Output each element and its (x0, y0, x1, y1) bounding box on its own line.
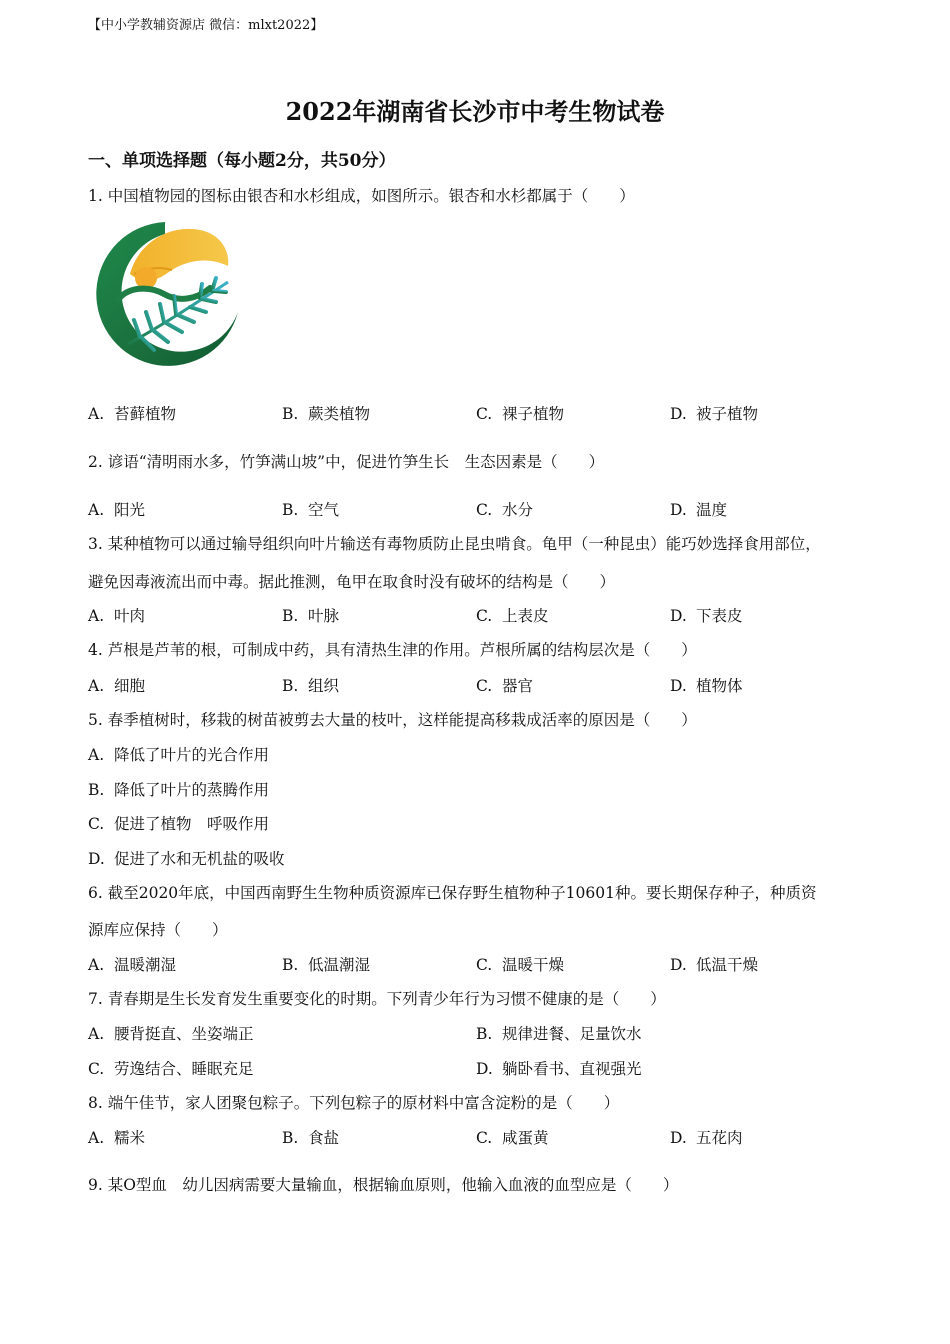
q4-option-b: B. 组织 (282, 677, 340, 695)
q5-option-d: D. 促进了水和无机盐的吸收 (88, 850, 285, 868)
q2-option-a: A. 阳光 (88, 501, 146, 519)
question-6-line-2: 源库应保持（ ） (88, 921, 228, 939)
q2-option-b: B. 空气 (282, 501, 340, 519)
question-2: 2. 谚语“清明雨水多，竹笋满山坡”中，促进竹笋生长 生态因素是（ ） (88, 453, 605, 471)
q5-option-b: B. 降低了叶片的蒸腾作用 (88, 781, 270, 799)
q2-option-d: D. 温度 (670, 501, 728, 519)
question-3-line-2: 避免因毒液流出而中毒。据此推测，龟甲在取食时没有破坏的结构是（ ） (88, 573, 616, 591)
question-1: 1. 中国植物园的图标由银杏和水杉组成，如图所示。银杏和水杉都属于（ ） (88, 187, 635, 205)
botanical-garden-logo (88, 216, 242, 374)
question-5: 5. 春季植树时，移栽的树苗被剪去大量的枝叶，这样能提高移栽成活率的原因是（ ） (88, 711, 697, 729)
q1-option-a: A. 苔藓植物 (88, 405, 177, 423)
q1-option-b: B. 蕨类植物 (282, 405, 371, 423)
q6-option-c: C. 温暖干燥 (476, 956, 565, 974)
q1-option-d: D. 被子植物 (670, 405, 759, 423)
q6-option-d: D. 低温干燥 (670, 956, 759, 974)
q3-option-c: C. 上表皮 (476, 607, 549, 625)
q8-option-d: D. 五花肉 (670, 1129, 743, 1147)
q2-option-c: C. 水分 (476, 501, 534, 519)
header-note: 【中小学教辅资源店 微信：mlxt2022】 (88, 18, 324, 33)
q3-option-d: D. 下表皮 (670, 607, 743, 625)
q3-option-b: B. 叶脉 (282, 607, 340, 625)
question-3: 3. 某种植物可以通过输导组织向叶片输送有毒物质防止昆虫啃食。龟甲（一种昆虫）能巧妙选择食用部位， (88, 535, 821, 553)
q7-option-a: A. 腰背挺直、坐姿端正 (88, 1025, 254, 1043)
question-4: 4. 芦根是芦苇的根，可制成中药，具有清热生津的作用。芦根所属的结构层次是（ ） (88, 641, 697, 659)
q3-option-a: A. 叶肉 (88, 607, 146, 625)
q6-option-a: A. 温暖潮湿 (88, 956, 177, 974)
q7-option-d: D. 躺卧看书、直视强光 (476, 1060, 642, 1078)
page-title: 2022年湖南省长沙市中考生物试卷 (285, 97, 665, 126)
q1-option-c: C. 裸子植物 (476, 405, 565, 423)
q8-option-a: A. 糯米 (88, 1129, 146, 1147)
question-8: 8. 端午佳节，家人团聚包粽子。下列包粽子的原材料中富含淀粉的是（ ） (88, 1094, 620, 1112)
q7-option-c: C. 劳逸结合、睡眠充足 (88, 1060, 254, 1078)
question-9: 9. 某O型血 幼儿因病需要大量输血，根据输血原则，他输入血液的血型应是（ ） (88, 1176, 679, 1194)
section-heading: 一、单项选择题（每小题2分，共50分） (88, 151, 396, 171)
q5-option-c: C. 促进了植物 呼吸作用 (88, 815, 270, 833)
question-6: 6. 截至2020年底，中国西南野生生物种质资源库已保存野生植物种子10601种。要长期保存种子，种质资 (88, 884, 817, 902)
q7-option-b: B. 规律进餐、足量饮水 (476, 1025, 642, 1043)
q6-option-b: B. 低温潮湿 (282, 956, 371, 974)
q4-option-c: C. 器官 (476, 677, 534, 695)
q4-option-a: A. 细胞 (88, 677, 146, 695)
q8-option-c: C. 咸蛋黄 (476, 1129, 549, 1147)
question-7: 7. 青春期是生长发育发生重要变化的时期。下列青少年行为习惯不健康的是（ ） (88, 990, 666, 1008)
q8-option-b: B. 食盐 (282, 1129, 340, 1147)
q5-option-a: A. 降低了叶片的光合作用 (88, 746, 270, 764)
q4-option-d: D. 植物体 (670, 677, 743, 695)
